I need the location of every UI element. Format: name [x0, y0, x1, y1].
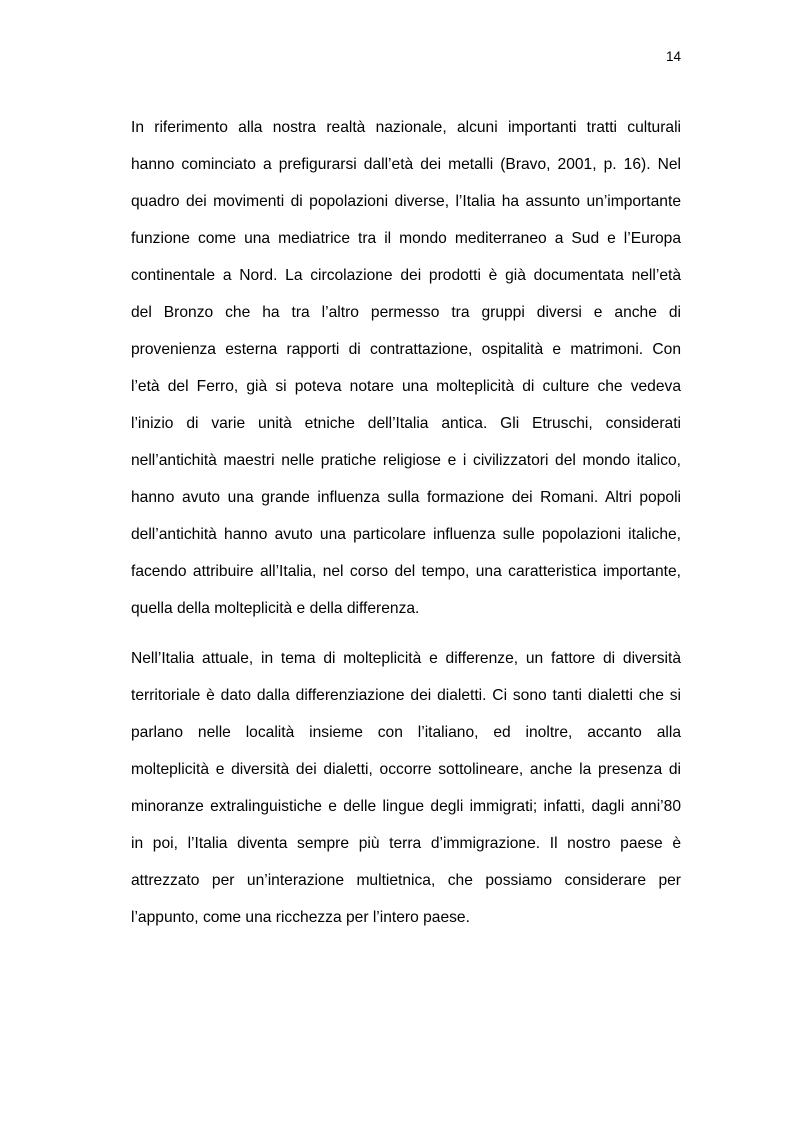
text-line: l’inizio di varie unità etniche dell’Italia antica. Gli Etruschi, considerati [131, 415, 681, 432]
text-line: territoriale è dato dalla differenziazione dei dialetti. Ci sono tanti dialetti che si [131, 687, 681, 704]
text-line: provenienza esterna rapporti di contrattazione, ospitalità e matrimoni. Con [131, 341, 681, 358]
text-line: attrezzato per un’interazione multietnica, che possiamo considerare per [131, 872, 681, 889]
paragraph-2 [131, 640, 681, 936]
text-line: In riferimento alla nostra realtà nazionale, alcuni importanti tratti culturali [131, 119, 681, 136]
paragraph-spacer [131, 627, 681, 640]
text-line: in poi, l’Italia diventa sempre più terra d’immigrazione. Il nostro paese è [131, 835, 681, 852]
paragraph-1 [131, 109, 681, 627]
text-line: hanno avuto una grande influenza sulla formazione dei Romani. Altri popoli [131, 489, 681, 506]
text-line: quadro dei movimenti di popolazioni diverse, l’Italia ha assunto un’importante [131, 193, 681, 210]
text-line: l’età del Ferro, già si poteva notare una molteplicità di culture che vedeva [131, 378, 681, 395]
text-line: minoranze extralinguistiche e delle lingue degli immigrati; infatti, dagli anni’80 [131, 798, 681, 815]
text-line: continentale a Nord. La circolazione dei prodotti è già documentata nell’età [131, 267, 681, 284]
text-line: parlano nelle località insieme con l’italiano, ed inoltre, accanto alla [131, 724, 681, 741]
text-line: Nell’Italia attuale, in tema di molteplicità e differenze, un fattore di diversità [131, 650, 681, 667]
text-line: l’appunto, come una ricchezza per l’intero paese. [131, 909, 470, 926]
body-text [131, 109, 681, 936]
text-line: molteplicità e diversità dei dialetti, occorre sottolineare, anche la presenza di [131, 761, 681, 778]
text-line: facendo attribuire all’Italia, nel corso del tempo, una caratteristica importante, [131, 563, 681, 580]
text-line: funzione come una mediatrice tra il mondo mediterraneo a Sud e l’Europa [131, 230, 681, 247]
text-line: nell’antichità maestri nelle pratiche religiose e i civilizzatori del mondo italico, [131, 452, 681, 469]
page-number: 14 [665, 49, 681, 64]
text-line: del Bronzo che ha tra l’altro permesso tra gruppi diversi e anche di [131, 304, 681, 321]
text-line: hanno cominciato a prefigurarsi dall’età dei metalli (Bravo, 2001, p. 16). Nel [131, 156, 681, 173]
text-line: quella della molteplicità e della differenza. [131, 600, 420, 617]
text-line: dell’antichità hanno avuto una particolare influenza sulle popolazioni italiche, [131, 526, 681, 543]
